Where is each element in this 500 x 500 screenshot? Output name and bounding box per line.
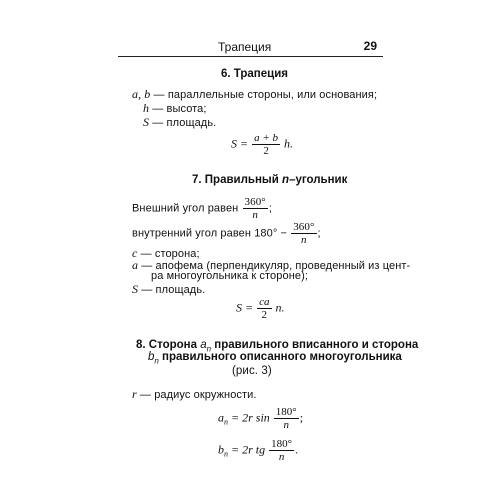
formula-mid: = 2r sin <box>228 410 270 425</box>
fraction-numerator: a + b <box>254 132 279 144</box>
formula-tail: ; <box>299 410 304 425</box>
fraction-denominator: n <box>301 234 307 246</box>
exterior-angle-line <box>132 196 272 221</box>
s7-line-area-text: — площадь. <box>138 284 206 296</box>
s6-line-height <box>143 101 207 116</box>
exterior-angle-fraction <box>243 196 268 221</box>
var-s: S <box>143 115 150 129</box>
fraction-numerator: 180° <box>275 406 297 418</box>
fraction-numerator: 360° <box>293 221 315 233</box>
section-7-title-n: n <box>282 174 290 186</box>
formula-subscript: n <box>224 417 228 427</box>
formula-lhs: S = <box>231 136 249 151</box>
interior-angle-line <box>132 221 321 246</box>
fraction-numerator: ca <box>259 296 270 308</box>
formula-lhs: b <box>218 442 224 457</box>
fraction-denominator: 2 <box>261 309 268 321</box>
formula-inscribed-side <box>218 406 303 431</box>
fraction-denominator: n <box>278 451 285 463</box>
s7-line-side-text: — сторона; <box>137 248 200 260</box>
interior-angle-tail: ; <box>317 227 321 240</box>
formula-trapezoid-area <box>231 132 293 157</box>
s8-title-l1v: a <box>200 339 207 351</box>
radius-line-text: — радиус окружности. <box>136 389 257 401</box>
fraction-numerator: 180° <box>271 438 293 450</box>
interior-angle-fraction <box>291 221 316 246</box>
formula-subscript: n <box>224 449 228 459</box>
s7-line-area <box>132 282 205 297</box>
var-s: S <box>132 282 139 296</box>
s6-line-sides-text: — параллельные стороны, или основания; <box>150 89 378 101</box>
s7-line-apothem-cont: ра многоугольника к стороне); <box>151 270 309 282</box>
s8-title-l2b: правильного описанного многоугольника <box>158 351 402 363</box>
section-6-title: 6. Трапеция <box>221 68 288 80</box>
formula-tail: . <box>295 442 299 457</box>
fraction <box>274 406 299 431</box>
s6-line-area <box>143 115 216 130</box>
fraction-denominator: 2 <box>263 145 269 157</box>
fraction-numerator: 360° <box>244 196 266 208</box>
header-title: Трапеция <box>218 40 272 54</box>
s7-line-apothem-text: — апофема (перпендикуляр, проведенный из цент- <box>138 260 411 272</box>
s6-line-sides <box>132 87 377 102</box>
page-number: 29 <box>363 39 377 53</box>
formula-polygon-area <box>236 296 285 321</box>
formula-tail: n. <box>275 300 285 315</box>
formula-circumscribed-side <box>218 438 298 463</box>
fraction-denominator: n <box>252 209 258 221</box>
s8-title-l2s: n <box>154 356 159 366</box>
fraction-denominator: n <box>283 419 289 431</box>
s8-title-l1b: правильного вписанного и сторона <box>211 339 419 351</box>
section-8-title-line2 <box>148 351 402 365</box>
section-7-title <box>192 174 347 186</box>
s8-title-l2v: b <box>148 351 155 363</box>
running-header <box>118 38 383 58</box>
section-8-title-line3: (рис. 3) <box>232 365 272 377</box>
fraction <box>252 132 280 157</box>
formula-tail: h. <box>284 136 294 151</box>
interior-angle-text: внутренний угол равен 180° − <box>132 227 288 240</box>
var-h: h <box>143 101 150 115</box>
section-7-title-b: –угольник <box>289 174 348 186</box>
fraction <box>269 438 294 463</box>
fraction <box>257 296 271 321</box>
var-r: r <box>132 387 137 401</box>
s6-line-height-text: — высота; <box>149 103 207 115</box>
s8-title-l1s: n <box>206 344 212 354</box>
section-7-title-a: 7. Правильный <box>192 174 283 186</box>
var-ab: a, b <box>132 87 151 101</box>
radius-line <box>132 387 257 402</box>
exterior-angle-text: Внешний угол равен <box>132 202 239 215</box>
formula-lhs: a <box>218 410 224 425</box>
s8-title-l1a: 8. Сторона <box>136 339 201 351</box>
var-c: c <box>132 246 138 260</box>
var-a: a <box>132 258 139 272</box>
formula-mid: = 2r tg <box>228 442 266 457</box>
formula-lhs: S = <box>236 300 254 315</box>
exterior-angle-tail: ; <box>268 202 272 215</box>
header-rule <box>118 56 383 57</box>
s6-line-area-text: — площадь. <box>149 117 217 129</box>
